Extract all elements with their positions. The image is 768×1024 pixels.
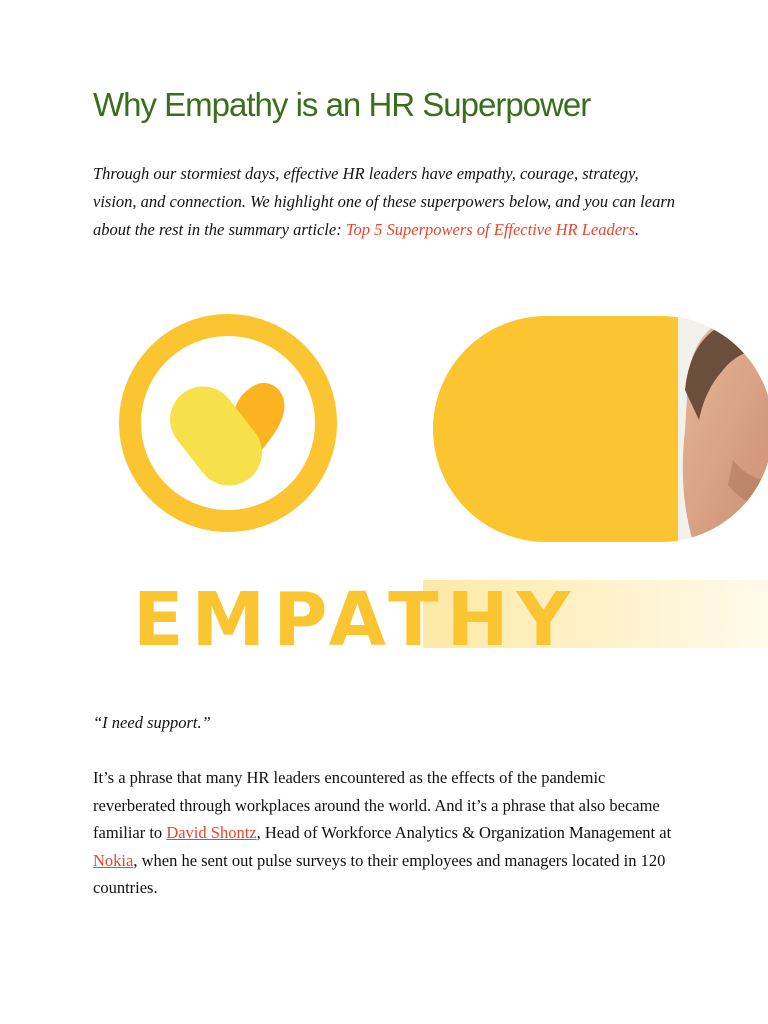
empathy-banner-image bbox=[93, 310, 768, 670]
page-title: Why Empathy is an HR Superpower bbox=[93, 86, 591, 123]
body-text-1: It’s a phrase that many HR leaders encountered as the effects of the pandemic reverberated through workplaces around the world. And it’s a phrase that also became familiar to bbox=[93, 768, 660, 842]
body-text-3: , when he sent out pulse surveys to their employees and managers located in 120 countries. bbox=[93, 850, 666, 897]
david-shontz-link[interactable]: David Shontz bbox=[166, 823, 257, 842]
intro-paragraph bbox=[93, 160, 683, 244]
nokia-link[interactable]: Nokia bbox=[93, 850, 134, 870]
intro-text: Through our stormiest days, effective HR leaders have empathy, courage, strategy, vision, and connection. We highlight one of these superpowers below, and you can learn about the rest in the summary article bbox=[93, 164, 676, 239]
intro-end: . bbox=[634, 220, 639, 239]
person-photo bbox=[678, 310, 768, 550]
pill-shape bbox=[433, 310, 768, 550]
body-text-2: , Head of Workforce Analytics & Organization Management at bbox=[256, 823, 672, 842]
superpowers-article-link[interactable]: Top 5 Superpowers of Effective HR Leaders bbox=[345, 220, 635, 239]
intro-colon: : bbox=[336, 220, 346, 239]
support-quote: “I need support.” bbox=[93, 713, 211, 732]
body-paragraph bbox=[93, 764, 683, 902]
empathy-word: EMPATHY bbox=[133, 577, 579, 663]
heart-ring-icon bbox=[130, 325, 326, 521]
